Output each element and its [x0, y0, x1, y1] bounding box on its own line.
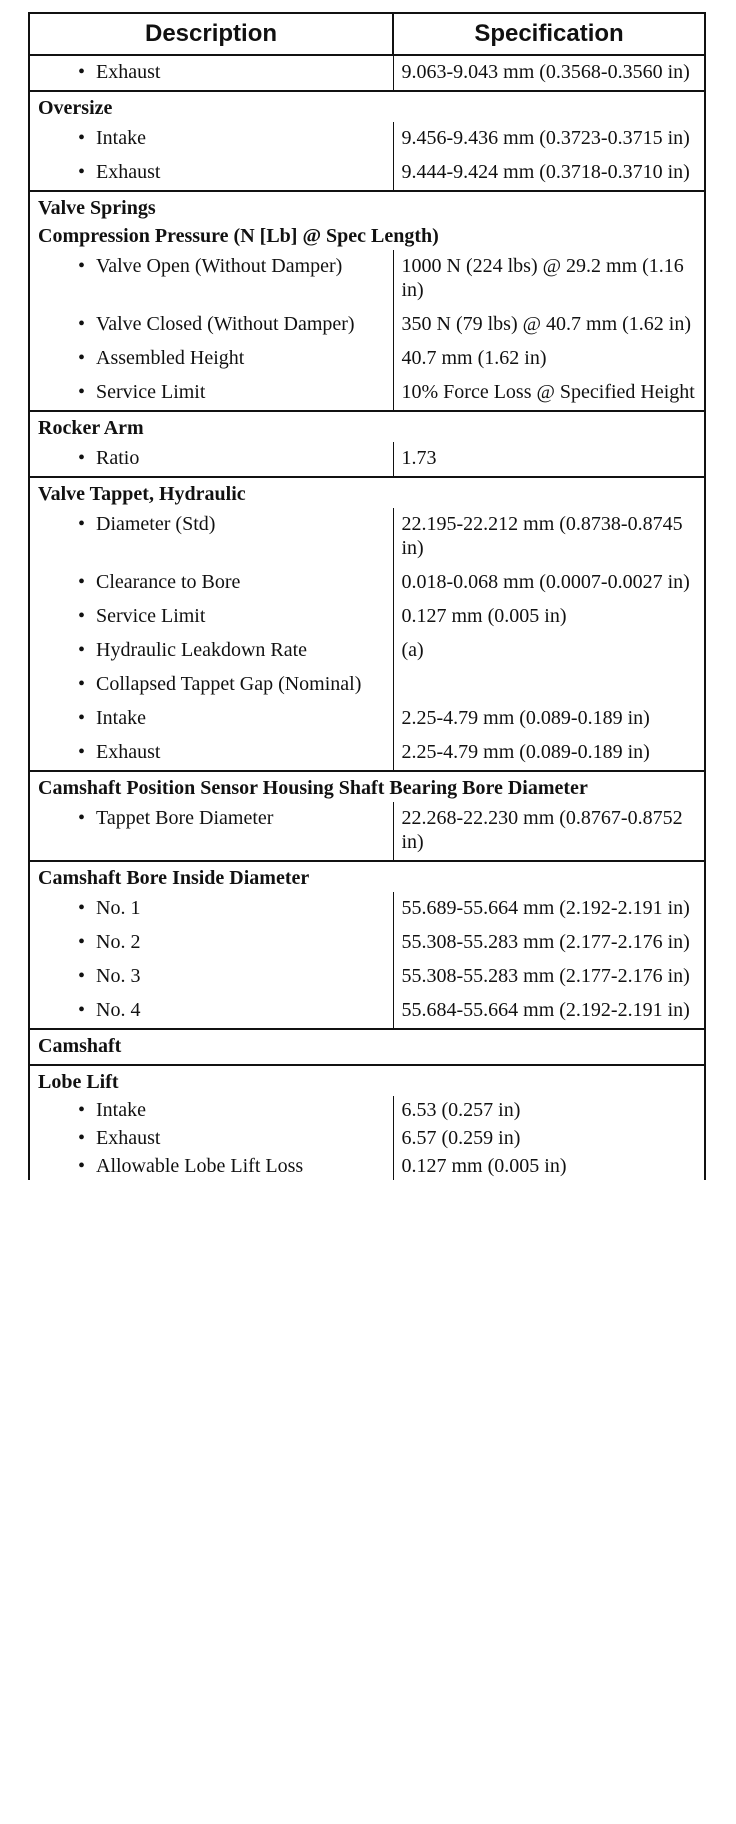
row-description: • Valve Closed (Without Damper) [29, 308, 393, 342]
row-description: • No. 4 [29, 994, 393, 1029]
bullet: • [78, 807, 86, 829]
table-row [29, 960, 705, 994]
row-description: • Collapsed Tappet Gap (Nominal) [29, 668, 393, 702]
section-heading-row [29, 91, 705, 122]
table-row [29, 156, 705, 191]
section-heading-row [29, 771, 705, 802]
section-heading-row [29, 1029, 705, 1065]
row-description: • Service Limit [29, 600, 393, 634]
row-specification: 40.7 mm (1.62 in) [393, 342, 705, 376]
row-specification: 0.018-0.068 mm (0.0007-0.0027 in) [393, 566, 705, 600]
table-row [29, 442, 705, 477]
section-subheading-row [29, 222, 705, 250]
bullet: • [78, 61, 86, 83]
bullet: • [78, 571, 86, 593]
table-row [29, 634, 705, 668]
bullet: • [78, 897, 86, 919]
row-description: • Valve Open (Without Damper) [29, 250, 393, 308]
row-specification: 0.127 mm (0.005 in) [393, 1152, 705, 1180]
row-specification: 55.684-55.664 mm (2.192-2.191 in) [393, 994, 705, 1029]
row-specification: 0.127 mm (0.005 in) [393, 600, 705, 634]
row-description: • Exhaust [29, 1124, 393, 1152]
row-specification: 55.308-55.283 mm (2.177-2.176 in) [393, 926, 705, 960]
table-row [29, 702, 705, 736]
row-specification: 22.268-22.230 mm (0.8767-0.8752 in) [393, 802, 705, 861]
row-specification: 6.57 (0.259 in) [393, 1124, 705, 1152]
row-specification: (a) [393, 634, 705, 668]
section-heading: Camshaft Bore Inside Diameter [29, 861, 705, 892]
section-heading: Rocker Arm [29, 411, 705, 442]
row-specification: 6.53 (0.257 in) [393, 1096, 705, 1124]
section-heading: Valve Tappet, Hydraulic [29, 477, 705, 508]
bullet: • [78, 999, 86, 1021]
table-row [29, 508, 705, 566]
table-row [29, 892, 705, 926]
table-row [29, 566, 705, 600]
section-heading: Camshaft [29, 1029, 705, 1065]
bullet: • [78, 707, 86, 729]
row-description: • Allowable Lobe Lift Loss [29, 1152, 393, 1180]
row-description: • No. 1 [29, 892, 393, 926]
table-row [29, 668, 705, 702]
row-description: • Hydraulic Leakdown Rate [29, 634, 393, 668]
table-row [29, 55, 705, 91]
bullet: • [78, 513, 86, 535]
specification-column-header: Specification [393, 13, 705, 55]
row-specification: 2.25-4.79 mm (0.089-0.189 in) [393, 702, 705, 736]
row-description: • Service Limit [29, 376, 393, 411]
bullet: • [78, 605, 86, 627]
table-row [29, 122, 705, 156]
bullet: • [78, 255, 86, 277]
bullet: • [78, 965, 86, 987]
section-heading-row [29, 411, 705, 442]
section-heading-row [29, 477, 705, 508]
bullet: • [78, 931, 86, 953]
row-specification: 55.308-55.283 mm (2.177-2.176 in) [393, 960, 705, 994]
section-heading: Valve Springs [29, 191, 705, 222]
row-description: • Ratio [29, 442, 393, 477]
bullet: • [78, 127, 86, 149]
spec-sheet [28, 12, 704, 1180]
row-description: • Exhaust [29, 156, 393, 191]
table-row [29, 308, 705, 342]
bullet: • [78, 1127, 86, 1149]
table-row [29, 1152, 705, 1180]
row-specification: 55.689-55.664 mm (2.192-2.191 in) [393, 892, 705, 926]
table-row [29, 376, 705, 411]
row-description: • No. 3 [29, 960, 393, 994]
bullet: • [78, 381, 86, 403]
section-heading: Camshaft Position Sensor Housing Shaft Bearing Bore Diameter [29, 771, 705, 802]
table-row [29, 342, 705, 376]
section-heading: Oversize [29, 91, 705, 122]
section-heading: Lobe Lift [29, 1065, 705, 1096]
bullet: • [78, 1155, 86, 1177]
section-heading-row [29, 861, 705, 892]
bullet: • [78, 741, 86, 763]
row-specification: 10% Force Loss @ Specified Height [393, 376, 705, 411]
row-specification: 9.456-9.436 mm (0.3723-0.3715 in) [393, 122, 705, 156]
row-description: • Intake [29, 122, 393, 156]
bullet: • [78, 347, 86, 369]
section-heading-row [29, 191, 705, 222]
row-specification: 350 N (79 lbs) @ 40.7 mm (1.62 in) [393, 308, 705, 342]
row-specification: 1000 N (224 lbs) @ 29.2 mm (1.16 in) [393, 250, 705, 308]
table-row [29, 736, 705, 771]
row-description: • Diameter (Std) [29, 508, 393, 566]
table-row [29, 1096, 705, 1124]
row-specification: 9.444-9.424 mm (0.3718-0.3710 in) [393, 156, 705, 191]
bullet: • [78, 1099, 86, 1121]
bullet: • [78, 673, 86, 695]
description-column-header: Description [29, 13, 393, 55]
row-description: • Clearance to Bore [29, 566, 393, 600]
table-row [29, 926, 705, 960]
row-specification: 9.063-9.043 mm (0.3568-0.3560 in) [393, 55, 705, 91]
table-row [29, 1124, 705, 1152]
table-row [29, 600, 705, 634]
row-description: • Tappet Bore Diameter [29, 802, 393, 861]
specification-table [28, 12, 706, 1180]
row-description: • Intake [29, 1096, 393, 1124]
row-description: • Assembled Height [29, 342, 393, 376]
section-subheading: Compression Pressure (N [Lb] @ Spec Length) [29, 222, 705, 250]
row-specification [393, 668, 705, 702]
row-description: • Exhaust [29, 736, 393, 771]
row-specification: 1.73 [393, 442, 705, 477]
bullet: • [78, 447, 86, 469]
row-description: • No. 2 [29, 926, 393, 960]
row-specification: 22.195-22.212 mm (0.8738-0.8745 in) [393, 508, 705, 566]
table-header-row [29, 13, 705, 55]
table-row [29, 994, 705, 1029]
row-specification: 2.25-4.79 mm (0.089-0.189 in) [393, 736, 705, 771]
row-description: • Exhaust [29, 55, 393, 91]
table-row [29, 250, 705, 308]
bullet: • [78, 313, 86, 335]
bullet: • [78, 161, 86, 183]
bullet: • [78, 639, 86, 661]
table-row [29, 802, 705, 861]
section-heading-row [29, 1065, 705, 1096]
row-description: • Intake [29, 702, 393, 736]
